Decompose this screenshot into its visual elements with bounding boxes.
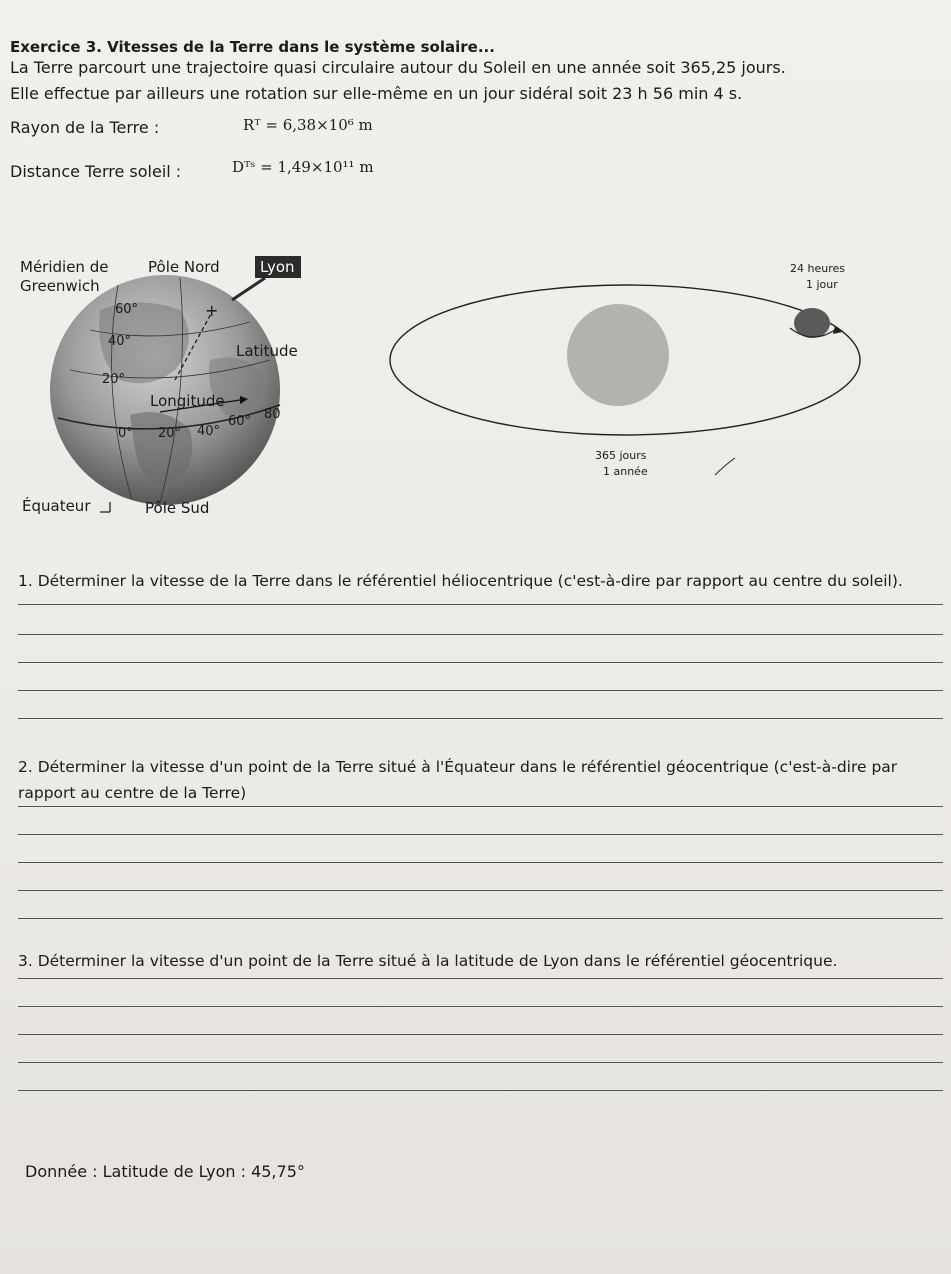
question-1: 1. Déterminer la vitesse de la Terre dans le référentiel héliocentrique (c'est-à-dire par rapport au centre du soleil). [18,572,903,590]
question-2-line-1: 2. Déterminer la vitesse d'un point de la Terre situé à l'Équateur dans le référentiel géocentrique (c'est-à-dire par [18,758,898,776]
exercise-title: Exercice 3. Vitesses de la Terre dans le système solaire... [10,38,495,56]
answer-line [18,662,943,663]
year-days-label: 365 jours [595,449,647,462]
latitude-label: Latitude [236,342,298,360]
lon-40-label: 40° [197,424,221,439]
lat-40-label: 40° [108,334,132,349]
lat-60-label: 60° [115,302,139,317]
lyon-latitude-note: Donnée : Latitude de Lyon : 45,75° [25,1162,305,1181]
intro-line-1: La Terre parcourt une trajectoire quasi circulaire autour du Soleil en une année soit 365,25 jours. [10,58,786,77]
lon-80-label: 80 [264,407,281,422]
answer-line [18,806,943,807]
lyon-label: Lyon [260,258,295,276]
answer-line [18,890,943,891]
answer-line [18,862,943,863]
answer-line [18,604,943,605]
answer-line [18,978,943,979]
answer-line [18,1090,943,1091]
distance-formula: Dᵀˢ = 1,49×10¹¹ m [232,158,374,176]
year-label: 1 année [603,465,648,478]
lat-20-label: 20° [102,372,126,387]
radius-formula: Rᵀ = 6,38×10⁶ m [243,116,373,134]
lon-60-label: 60° [228,414,252,429]
equator-label: Équateur [22,497,91,515]
answer-line [18,1034,943,1035]
lon-20-label: 20° [158,426,182,441]
answer-line [18,918,943,919]
question-2-line-2: rapport au centre de la Terre) [18,784,247,802]
orbit-diagram [380,260,940,500]
longitude-label: Longitude [150,392,225,410]
distance-label: Distance Terre soleil : [10,162,182,181]
south-pole-label: Pôle Sud [145,499,210,517]
answer-line [18,690,943,691]
sun-disc [567,304,669,406]
meridian-label: Méridien de Greenwich [20,258,109,295]
day-label: 1 jour [806,278,838,291]
radius-label: Rayon de la Terre : [10,118,160,137]
question-3: 3. Déterminer la vitesse d'un point de la Terre situé à la latitude de Lyon dans le référentiel géocentrique. [18,952,838,970]
answer-line [18,634,943,635]
answer-line [18,1062,943,1063]
intro-line-2: Elle effectue par ailleurs une rotation sur elle-même en un jour sidéral soit 23 h 56 min 4 s. [10,84,743,103]
answer-line [18,834,943,835]
north-pole-label: Pôle Nord [148,258,220,276]
answer-line [18,718,943,719]
day-hours-label: 24 heures [790,262,845,275]
lon-0-label: 0° [118,426,133,441]
svg-text:+: + [205,301,219,320]
answer-line [18,1006,943,1007]
